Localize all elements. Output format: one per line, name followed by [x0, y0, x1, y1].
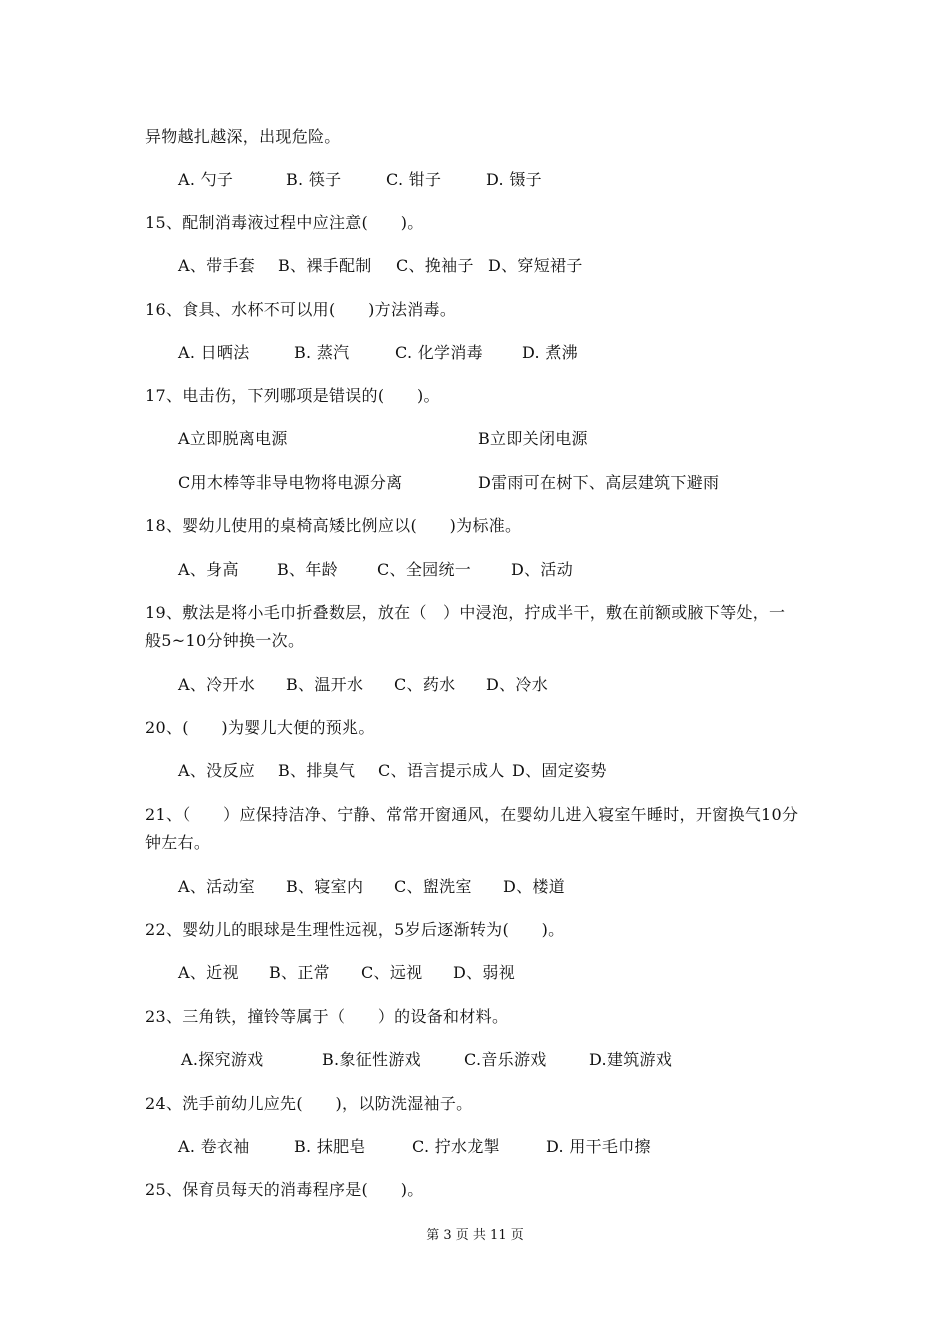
option-d: D、弱视	[453, 963, 516, 982]
option-d: D、楼道	[503, 877, 566, 896]
option-c: C. 化学消毒	[395, 343, 483, 362]
option-c: C、盥洗室	[394, 877, 472, 896]
question-14-continuation: 异物越扎越深，出现危险。	[145, 127, 341, 146]
option-b: B. 抹肥皂	[294, 1137, 366, 1156]
option-d: D.建筑游戏	[589, 1050, 673, 1069]
question-18-options	[178, 560, 573, 580]
option-c: C、全园统一	[377, 560, 472, 579]
option-a: A. 勺子	[178, 170, 234, 189]
option-c: C用木棒等非导电物将电源分离	[178, 473, 403, 492]
question-21-stem-line-2: 钟左右。	[145, 833, 211, 852]
option-d: D. 镊子	[486, 170, 542, 189]
option-b: B、寝室内	[286, 877, 364, 896]
question-19-stem-line-1: 19、敷法是将小毛巾折叠数层，放在（ ）中浸泡，拧成半干，敷在前额或腋下等处，一	[145, 603, 786, 622]
question-25-stem: 25、保育员每天的消毒程序是( )。	[145, 1180, 424, 1199]
question-22-stem: 22、婴幼儿的眼球是生理性远视，5岁后逐渐转为( )。	[145, 920, 565, 939]
question-18-stem: 18、婴幼儿使用的桌椅高矮比例应以( )为标准。	[145, 516, 522, 535]
option-a: A. 卷衣袖	[178, 1137, 250, 1156]
option-d: D、穿短裙子	[488, 256, 583, 275]
option-b: B、裸手配制	[278, 256, 372, 275]
question-17-options-row-1	[178, 429, 588, 449]
option-b: B、年龄	[277, 560, 338, 579]
question-24-stem: 24、洗手前幼儿应先( )，以防洗湿袖子。	[145, 1094, 473, 1113]
option-c: C、语言提示成人	[378, 761, 505, 780]
option-b: B. 蒸汽	[294, 343, 350, 362]
option-c: C、挽袖子	[396, 256, 474, 275]
option-a: A、近视	[178, 963, 239, 982]
option-c: C、药水	[394, 675, 456, 694]
option-a: A、活动室	[178, 877, 256, 896]
question-22-options	[178, 963, 515, 983]
option-a: A、身高	[178, 560, 239, 579]
option-c: C、远视	[361, 963, 423, 982]
question-20-options	[178, 761, 607, 781]
option-d: D. 煮沸	[522, 343, 578, 362]
option-b: B、正常	[269, 963, 330, 982]
option-a: A、冷开水	[178, 675, 256, 694]
question-19-options	[178, 675, 548, 695]
option-b: B. 筷子	[286, 170, 342, 189]
question-23-stem: 23、三角铁，撞铃等属于（ ）的设备和材料。	[145, 1007, 509, 1026]
question-21-stem-line-1: 21、（ ）应保持洁净、宁静、常常开窗通风，在婴幼儿进入寝室午睡时，开窗换气10分	[145, 805, 799, 824]
question-21-options	[178, 877, 565, 897]
question-17-options-row-2	[178, 473, 719, 493]
option-b: B立即关闭电源	[478, 429, 588, 448]
page-footer: 第 3 页 共 11 页	[426, 1228, 524, 1243]
option-c: C. 钳子	[386, 170, 442, 189]
question-16-stem: 16、食具、水杯不可以用( )方法消毒。	[145, 300, 457, 319]
option-c: C. 拧水龙掣	[412, 1137, 500, 1156]
option-b: B、排臭气	[278, 761, 356, 780]
question-23-options	[181, 1050, 672, 1070]
question-17-stem: 17、电击伤，下列哪项是错误的( )。	[145, 386, 440, 405]
option-a: A.探究游戏	[181, 1050, 264, 1069]
question-24-options	[178, 1137, 651, 1157]
option-c: C.音乐游戏	[464, 1050, 547, 1069]
question-15-options	[178, 256, 583, 276]
option-a: A立即脱离电源	[178, 429, 288, 448]
question-14-options	[178, 170, 542, 190]
option-a: A. 日晒法	[178, 343, 250, 362]
option-b: B.象征性游戏	[322, 1050, 421, 1069]
option-d: D雷雨可在树下、高层建筑下避雨	[478, 473, 720, 492]
option-a: A、带手套	[178, 256, 256, 275]
option-a: A、没反应	[178, 761, 256, 780]
option-d: D、固定姿势	[512, 761, 607, 780]
question-20-stem: 20、( )为婴儿大便的预兆。	[145, 718, 375, 737]
question-16-options	[178, 343, 578, 363]
question-15-stem: 15、配制消毒液过程中应注意( )。	[145, 213, 424, 232]
option-b: B、温开水	[286, 675, 364, 694]
option-d: D、冷水	[486, 675, 549, 694]
option-d: D、活动	[511, 560, 574, 579]
option-d: D. 用干毛巾擦	[546, 1137, 651, 1156]
question-19-stem-line-2: 般5~10分钟换一次。	[145, 631, 305, 650]
